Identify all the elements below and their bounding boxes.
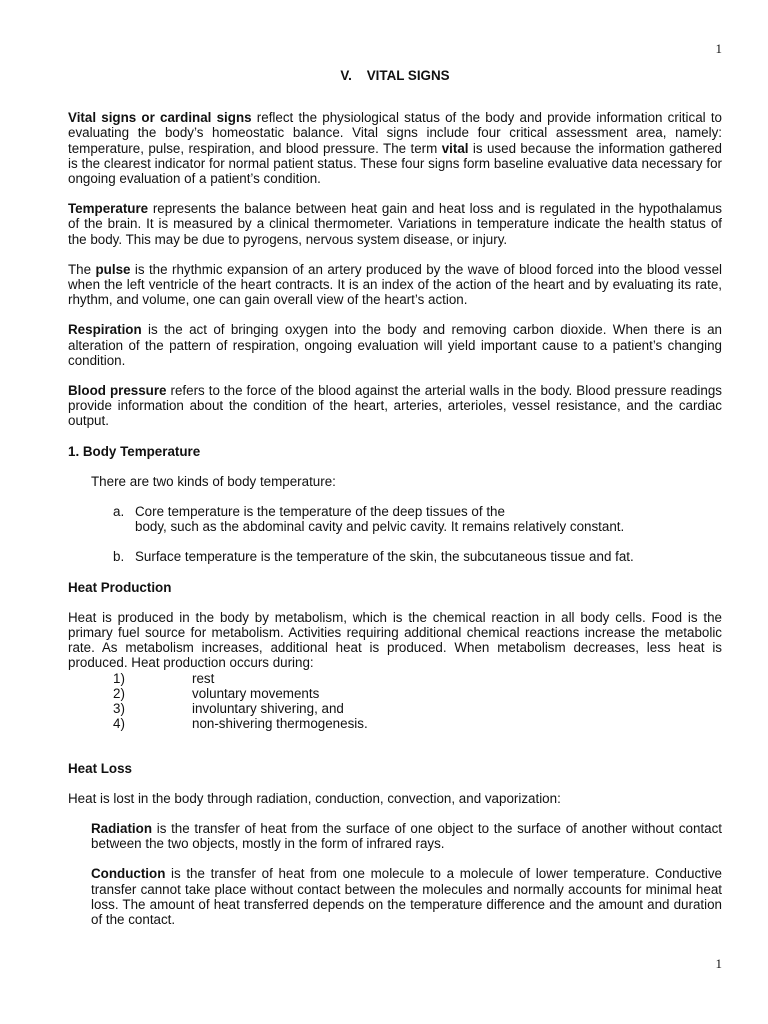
paragraph-conduction: Conduction is the transfer of heat from one molecule to a molecule of lower temperature. Conductive transfer cannot take place without contact between the molecules and normally accounts for minimal heat loss. The amount of heat transferred depends on the temperature difference and the amount and duration of the contact. [91,866,722,927]
paragraph-temperature: Temperature represents the balance between heat gain and heat loss and is regulated in the hypothalamus of the brain. It is measured by a clinical thermometer. Variations in temperature indicate the health status of the body. This may be due to pyrogens, nervous system disease, or injury. [68,201,722,247]
paragraph-pulse: The pulse is the rhythmic expansion of an artery produced by the wave of blood forced into the blood vessel when the left ventricle of the heart contracts. It is an index of the action of the heart and by evaluating its rate, rhythm, and volume, one can gain overall view of the heart’s action. [68,261,722,308]
list-item: 4) non-shivering thermogenesis. [113,716,368,732]
paragraph-blood-pressure: Blood pressure refers to the force of the blood against the arterial walls in the body. Blood pressure readings provide information about the condition of the heart, arteries, arterioles, vessel resistance, and the cardiac output. [68,383,722,429]
page-number-bottom: 1 [715,956,722,971]
section-title: VITAL SIGNS [366,68,450,83]
paragraph-heat-production: Heat is produced in the body by metabolism, which is the chemical reaction in all body cells. Food is the primary fuel source for metabolism. Activities requiring additional chemical reactions increase the metabolic rate. As metabolism increases, additional heat is produced. When metabolism decreases, less heat is produced. Heat production occurs during: [68,609,722,671]
document-body [68,68,722,942]
heading-heat-loss: Heat Loss [68,760,132,776]
page-number-top: 1 [715,41,722,56]
section-number: V. [340,68,352,83]
paragraph-vital-signs: Vital signs or cardinal signs reflect the physiological status of the body and provide information critical to evaluating the body’s homeostatic balance. Vital signs include four critical assessment area, namely: temperature, pulse, respiration, and blood pressure. The term vital is used because the information gathered is the clearest indicator for normal patient status. These four signs form baseline evaluative data necessary for ongoing evaluation of a patient’s condition. [68,110,722,187]
body-temperature-lead: There are two kinds of body temperature: [91,473,336,489]
list-item: 3) involuntary shivering, and [113,701,344,717]
page-title [68,68,722,83]
paragraph-heat-loss: Heat is lost in the body through radiation, conduction, convection, and vaporization: [68,790,561,806]
heat-production-list [68,671,722,732]
list-item-core-temperature: a. Core temperature is the temperature of the deep tissues of the body, such as the abdominal cavity and pelvic cavity. It remains relatively constant. [113,504,625,535]
list-item: 1) rest [113,670,215,686]
paragraph-respiration: Respiration is the act of bringing oxygen into the body and removing carbon dioxide. When there is an alteration of the pattern of respiration, ongoing evaluation will yield important cause to a patient’s changing condition. [68,322,722,368]
paragraph-radiation: Radiation is the transfer of heat from the surface of one object to the surface of another without contact between the two objects, mostly in the form of infrared rays. [91,820,722,852]
list-item: 2) voluntary movements [113,685,320,701]
heading-heat-production: Heat Production [68,579,172,595]
heading-body-temperature: 1. Body Temperature [68,443,201,459]
list-item-surface-temperature: b. Surface temperature is the temperature of the skin, the subcutaneous tissue and fat. [113,549,634,565]
